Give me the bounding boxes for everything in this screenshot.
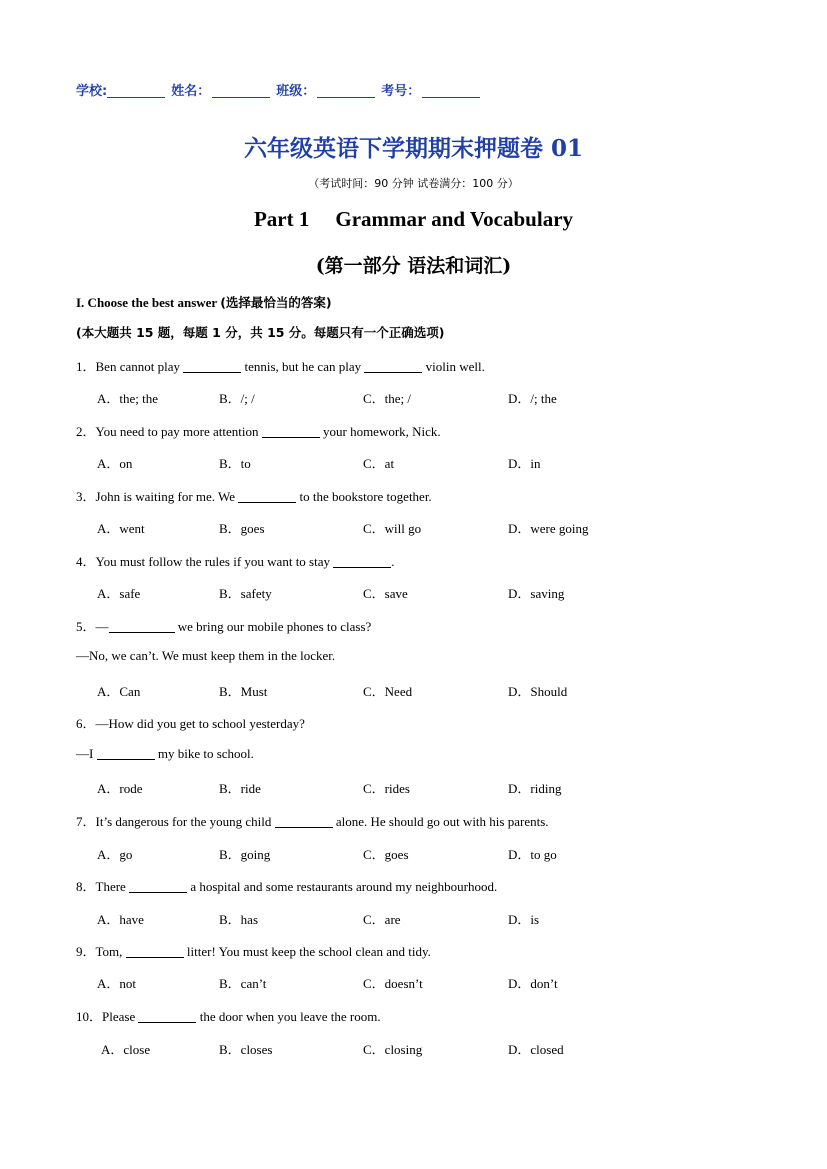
question-3: 3．John is waiting for me. We to the bookstore together. [76, 489, 432, 504]
question-7: 7．It’s dangerous for the young child alone. He should go out with his parents. [76, 814, 549, 829]
question-5-reply: —No, we can’t. We must keep them in the locker. [76, 648, 336, 663]
exam-number-label: 考号： [381, 84, 421, 99]
name-label: 姓名： [171, 84, 211, 99]
option-d: D．riding [508, 781, 562, 796]
option-c: C．the; / [363, 391, 412, 406]
option-d: D．Should [508, 684, 568, 699]
option-d: D．saving [508, 586, 565, 601]
option-c: C．closing [363, 1042, 423, 1057]
question-number: 4． [76, 554, 96, 569]
option-d: D．closed [508, 1042, 564, 1057]
answer-blank [238, 490, 296, 503]
option-b: B．Must [219, 684, 268, 699]
option-a: A．close [101, 1042, 151, 1057]
question-number: 5． [76, 619, 96, 634]
question-number: 7． [76, 814, 96, 829]
option-b: B．safety [219, 586, 272, 601]
option-c: C．doesn’t [363, 976, 423, 991]
option-b: B．has [219, 912, 259, 927]
question-9: 9．Tom, litter! You must keep the school clean and tidy. [76, 944, 431, 959]
question-3-options [0, 518, 827, 536]
option-d: D．to go [508, 847, 557, 862]
answer-blank [364, 360, 422, 373]
question-4-options [0, 583, 827, 601]
question-5: 5．— we bring our mobile phones to class? [76, 619, 372, 634]
section-heading-zh: (选择最恰当的答案) [220, 295, 332, 310]
option-c: C．rides [363, 781, 410, 796]
option-a: A．on [97, 456, 133, 471]
answer-blank [97, 747, 155, 760]
question-5-options [0, 681, 827, 699]
question-2: 2．You need to pay more attention your homework, Nick. [76, 424, 441, 439]
option-a: A．safe [97, 586, 141, 601]
question-4: 4．You must follow the rules if you want to stay . [76, 554, 395, 569]
question-6-options [0, 778, 827, 796]
question-number: 10． [76, 1009, 103, 1024]
class-blank [317, 83, 375, 98]
exam-number-blank [422, 83, 480, 98]
school-label: 学校: [76, 84, 108, 99]
part-name: Grammar and Vocabulary [335, 207, 574, 231]
option-a: A．went [97, 521, 145, 536]
option-d: D．were going [508, 521, 589, 536]
question-2-options [0, 453, 827, 471]
question-number: 3． [76, 489, 96, 504]
question-10: 10．Please the door when you leave the room. [76, 1009, 381, 1024]
option-b: B．closes [219, 1042, 273, 1057]
question-number: 6． [76, 716, 96, 731]
name-blank [212, 83, 270, 98]
question-number: 9． [76, 944, 96, 959]
question-8: 8．There a hospital and some restaurants around my neighbourhood. [76, 879, 498, 894]
question-number: 2． [76, 424, 96, 439]
option-a: A．not [97, 976, 137, 991]
option-c: C．goes [363, 847, 409, 862]
option-d: D．/; the [508, 391, 557, 406]
question-6-reply: —I my bike to school. [76, 746, 254, 761]
answer-blank [126, 945, 184, 958]
option-b: B．ride [219, 781, 261, 796]
section-note: (本大题共 15 题，每题 1 分，共 15 分。每题只有一个正确选项) [76, 325, 445, 340]
answer-blank [262, 425, 320, 438]
question-number: 1． [76, 359, 96, 374]
question-10-options [0, 1039, 827, 1057]
question-1-options [0, 388, 827, 406]
part-subheading: (第一部分 语法和词汇) [315, 255, 512, 277]
answer-blank [129, 880, 187, 893]
option-d: D．is [508, 912, 540, 927]
option-a: A．have [97, 912, 144, 927]
student-info-line [76, 80, 480, 99]
answer-blank [109, 620, 175, 633]
option-c: C．at [363, 456, 395, 471]
class-label: 班级： [276, 84, 316, 99]
part-label: Part 1 [253, 207, 310, 231]
section-heading [76, 293, 332, 311]
option-b: B．goes [219, 521, 265, 536]
option-a: A．Can [97, 684, 141, 699]
option-a: A．rode [97, 781, 143, 796]
option-c: C．will go [363, 521, 422, 536]
exam-title: 六年级英语下学期期末押题卷 01 [243, 135, 583, 162]
option-b: B．can’t [219, 976, 267, 991]
option-b: B．/; / [219, 391, 255, 406]
option-a: A．the; the [97, 391, 159, 406]
option-b: B．to [219, 456, 251, 471]
question-1: 1．Ben cannot play tennis, but he can play violin well. [76, 359, 485, 374]
answer-blank [138, 1010, 196, 1023]
option-b: B．going [219, 847, 271, 862]
part-heading [0, 207, 827, 232]
school-blank [107, 83, 165, 98]
answer-blank [275, 815, 333, 828]
answer-blank [183, 360, 241, 373]
option-c: C．Need [363, 684, 413, 699]
question-6: 6．—How did you get to school yesterday? [76, 716, 305, 731]
section-heading-en: I. Choose the best answer [76, 295, 217, 310]
option-c: C．save [363, 586, 408, 601]
option-c: C．are [363, 912, 401, 927]
question-number: 8． [76, 879, 96, 894]
exam-subtitle: （考试时间：90 分钟 试卷满分：100 分） [308, 177, 519, 190]
question-9-options [0, 973, 827, 991]
answer-blank [333, 555, 391, 568]
question-7-options [0, 844, 827, 862]
option-d: D．in [508, 456, 541, 471]
question-8-options [0, 909, 827, 927]
option-a: A．go [97, 847, 133, 862]
option-d: D．don’t [508, 976, 558, 991]
